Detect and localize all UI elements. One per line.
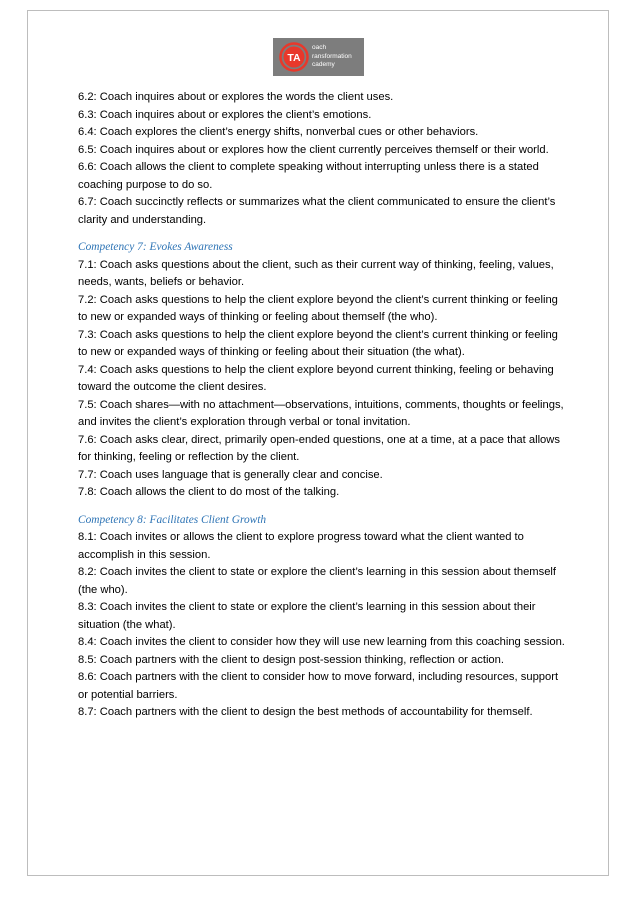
competency-heading: Competency 7: Evokes Awareness — [78, 241, 233, 253]
competency-item: 8.5: Coach partners with the client to design post-session thinking, reflection or action. — [78, 653, 504, 666]
competency-item: 6.6: Coach allows the client to complete speaking without interrupting unless there is a stated coaching purpose to do so. — [78, 161, 539, 191]
competency-item: 8.2: Coach invites the client to state or explore the client’s learning in this session about themself (the who). — [78, 566, 557, 596]
competency-item: 8.1: Coach invites or allows the client to explore progress toward what the client wanted to accomplish in this session. — [78, 531, 524, 561]
logo-initials: TA — [287, 51, 301, 64]
competency-item: 6.3: Coach inquires about or explores the client’s emotions. — [78, 108, 372, 121]
logo-emblem-icon — [279, 42, 309, 72]
competency-item: 7.1: Coach asks questions about the client, such as their current way of thinking, feeling, values, needs, wants, beliefs or behavior. — [78, 258, 554, 288]
academy-logo — [273, 38, 364, 76]
competency-item: 8.7: Coach partners with the client to design the best methods of accountability for themself. — [78, 706, 533, 718]
competency-item: 7.5: Coach shares—with no attachment—observations, intuitions, comments, thoughts or feelings, and invites the client’s exploration through verbal or tonal invitation. — [78, 398, 564, 428]
competency-item: 6.7: Coach succinctly reflects or summarizes what the client communicated to ensure the client’s clarity and understanding. — [78, 196, 556, 226]
logo-line-1: oach — [312, 44, 327, 52]
competency-item: 8.3: Coach invites the client to state or explore the client’s learning in this session about their situation (the what). — [78, 601, 536, 631]
competency-item: 7.3: Coach asks questions to help the client explore beyond the client’s current thinking or feeling to new or expanded ways of thinking or feeling about their situation (the what). — [78, 328, 558, 358]
competency-item: 6.5: Coach inquires about or explores how the client currently perceives themself or their world. — [78, 143, 549, 156]
logo-line-3: cademy — [312, 61, 335, 69]
competency-item: 6.4: Coach explores the client’s energy shifts, nonverbal cues or other behaviors. — [78, 126, 479, 138]
competency-item: 7.6: Coach asks clear, direct, primarily open-ended questions, one at a time, at a pace that allows for thinking, feeling or reflection by the client. — [78, 433, 560, 463]
competency-item: 7.7: Coach uses language that is generally clear and concise. — [78, 468, 383, 481]
competency-item: 7.2: Coach asks questions to help the client explore beyond the client’s current thinking or feeling to new or expanded ways of thinking or feeling about themself (the who). — [78, 293, 558, 323]
competency-item: 7.4: Coach asks questions to help the client explore beyond current thinking, feeling or behaving toward the outcome the client desires. — [78, 363, 554, 393]
competency-item: 8.4: Coach invites the client to consider how they will use new learning from this coaching session. — [78, 636, 565, 648]
competency-item: 7.8: Coach allows the client to do most of the talking. — [78, 486, 340, 498]
logo-line-2: ransformation — [312, 52, 352, 60]
document-body — [78, 89, 568, 722]
competency-item: 8.6: Coach partners with the client to consider how to move forward, including resources, support or potential barriers. — [78, 671, 559, 701]
logo-wordmark — [312, 44, 352, 70]
competency-heading: Competency 8: Facilitates Client Growth — [78, 513, 267, 526]
competency-item: 6.2: Coach inquires about or explores the words the client uses. — [78, 91, 394, 103]
